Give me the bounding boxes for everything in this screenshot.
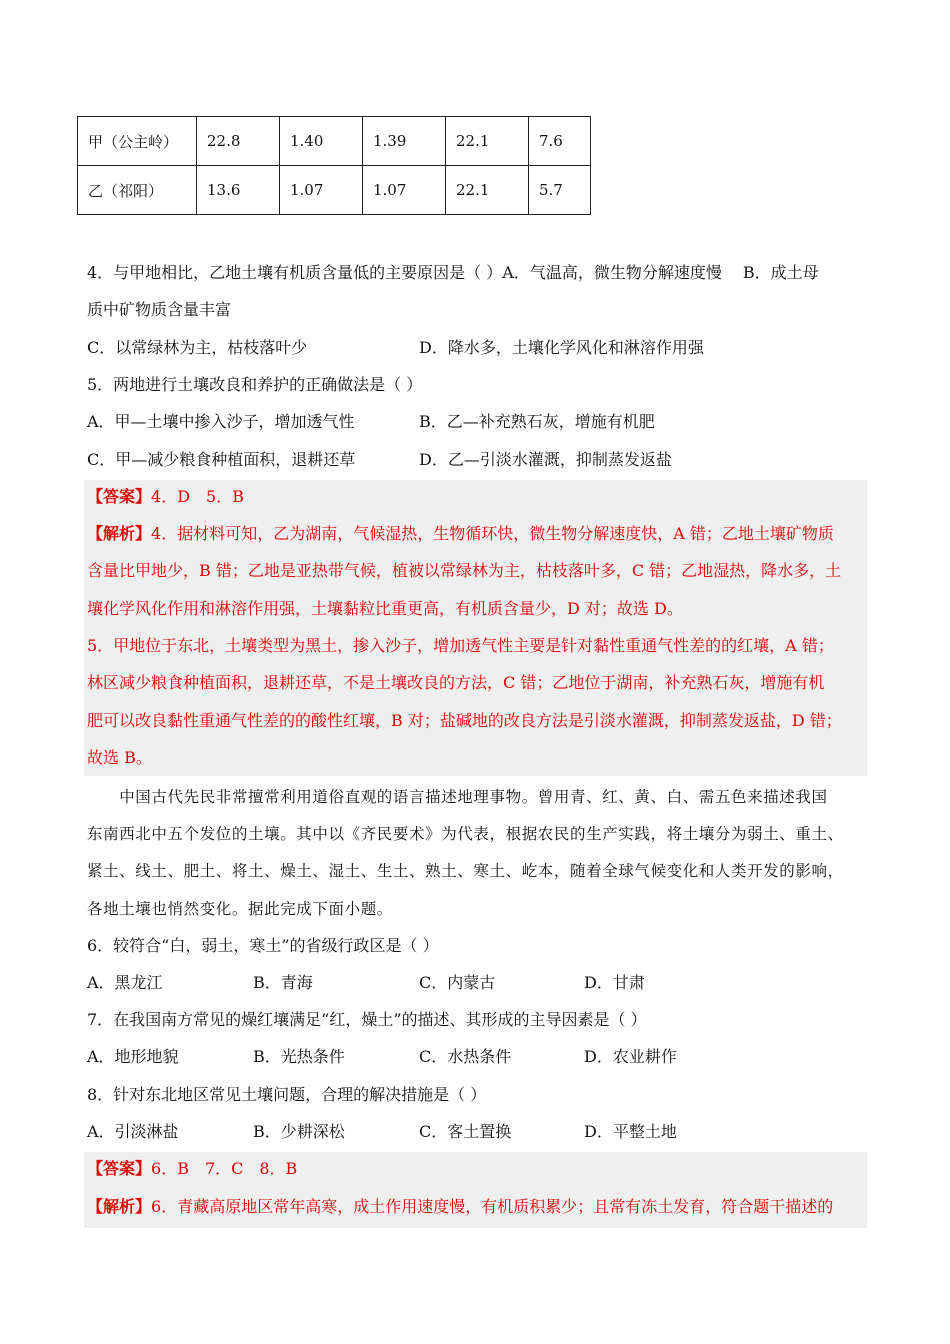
question-8-stem: 8．针对东北地区常见土壤问题，合理的解决措施是（ ） [87, 1085, 487, 1104]
explanation-text: 6．青藏高原地区常年高寒，成土作用速度慢，有机质积累少；且常有冻土发育，符合题干描述的 [151, 1197, 834, 1216]
question-7-option-b: B．光热条件 [253, 1047, 345, 1066]
table-cell: 13.6 [197, 166, 280, 215]
table-cell: 22.8 [197, 117, 280, 166]
table-cell: 7.6 [529, 117, 591, 166]
explanation-1-line: 壤化学风化作用和淋溶作用强，土壤黏粒比重更高，有机质含量少，D 对；故选 D。 [87, 599, 683, 618]
question-7-option-c: C．水热条件 [419, 1047, 512, 1066]
table-cell: 5.7 [529, 166, 591, 215]
explanation-tag: 【解析】 [87, 1197, 152, 1216]
soil-data-table [77, 116, 591, 215]
table-cell: 乙（祁阳） [78, 166, 197, 215]
answer-1 [87, 486, 867, 508]
table-row [78, 166, 591, 215]
question-5-option-c: C．甲—减少粮食种植面积，退耕还草 [87, 450, 356, 469]
answer-2 [87, 1158, 867, 1180]
passage-line: 东南西北中五个发位的土壤。其中以《齐民要术》为代表，根据农民的生产实践，将土壤分为弱土、重土、 [87, 825, 844, 843]
explanation-1-line: 5．甲地位于东北，土壤类型为黑土，掺入沙子，增加透气性主要是针对黏性重通气性差的的红壤，A 错； [87, 636, 834, 655]
answer-tag: 【答案】 [87, 487, 152, 506]
question-4-stem-cont: 质中矿物质含量丰富 [87, 300, 232, 319]
answer-tag: 【答案】 [87, 1159, 152, 1178]
passage-line: 紧土、线土、肥土、将土、燥土、湿土、生土、熟土、寒土、屹本，随着全球气候变化和人类开发的影响， [87, 862, 844, 880]
passage-line: 各地土壤也悄然变化。据此完成下面小题。 [87, 900, 393, 918]
question-6-stem: 6．较符合“白，弱土，寒土”的省级行政区是（ ） [87, 936, 439, 955]
table-cell: 22.1 [446, 117, 529, 166]
table-cell: 1.07 [363, 166, 446, 215]
question-5-option-a: A．甲—土壤中掺入沙子，增加透气性 [87, 412, 355, 431]
question-5-option-b: B．乙—补充熟石灰，增施有机肥 [419, 412, 655, 431]
question-7-option-a: A．地形地貌 [87, 1047, 179, 1066]
explanation-1-line: 肥可以改良黏性重通气性差的的酸性红壤，B 对；盐碱地的改良方法是引淡水灌溉，抑制蒸发返盐，D 错； [87, 711, 842, 730]
question-4-option-d: D．降水多，土壤化学风化和淋溶作用强 [419, 338, 704, 357]
explanation-1-line [87, 523, 867, 545]
question-8-option-b: B．少耕深松 [253, 1122, 345, 1141]
explanation-tag: 【解析】 [87, 524, 152, 543]
passage-line: 中国古代先民非常擅常利用道俗直观的语言描述地理事物。曾用青、红、黄、白、需五色来描述我国 [87, 788, 828, 806]
table-cell: 1.07 [280, 166, 363, 215]
question-6-option-a: A．黑龙江 [87, 973, 163, 992]
answer-text: 4．D 5．B [151, 487, 244, 506]
table-row [78, 117, 591, 166]
question-5-stem: 5．两地进行土壤改良和养护的正确做法是（ ） [87, 375, 423, 394]
table-cell: 甲（公主岭） [78, 117, 197, 166]
question-8-option-a: A．引淡淋盐 [87, 1122, 179, 1141]
question-6-option-c: C．内蒙古 [419, 973, 496, 992]
explanation-text: 4．据材料可知，乙为湖南，气候湿热，生物循环快，微生物分解速度快，A 错；乙地土壤矿物质 [151, 524, 834, 543]
explanation-2-line [87, 1196, 867, 1218]
table-cell: 1.39 [363, 117, 446, 166]
question-5-option-d: D．乙—引淡水灌溉，抑制蒸发返盐 [419, 450, 672, 469]
question-6-option-d: D．甘肃 [584, 973, 645, 992]
table-cell: 1.40 [280, 117, 363, 166]
explanation-1-line: 林区减少粮食种植面积，退耕还草，不是土壤改良的方法，C 错；乙地位于湖南，补充熟石灰，增施有机 [87, 673, 825, 692]
answer-text: 6．B 7．C 8．B [151, 1159, 298, 1178]
question-6-option-b: B．青海 [253, 973, 313, 992]
explanation-1-line: 含量比甲地少，B 错；乙地是亚热带气候，植被以常绿林为主，枯枝落叶多，C 错；乙地湿热，降水多，土 [87, 561, 842, 580]
table-cell: 22.1 [446, 166, 529, 215]
question-4-stem: 4．与甲地相比，乙地土壤有机质含量低的主要原因是（ ）A．气温高，微生物分解速度慢 B．成土母 [87, 263, 819, 282]
question-8-option-c: C．客土置换 [419, 1122, 512, 1141]
question-7-stem: 7．在我国南方常见的燥红壤满足“红，燥土”的描述、其形成的主导因素是（ ） [87, 1010, 647, 1029]
question-8-option-d: D．平整土地 [584, 1122, 677, 1141]
question-4-option-c: C．以常绿林为主，枯枝落叶少 [87, 338, 308, 357]
explanation-1-line: 故选 B。 [87, 748, 152, 767]
question-7-option-d: D．农业耕作 [584, 1047, 677, 1066]
